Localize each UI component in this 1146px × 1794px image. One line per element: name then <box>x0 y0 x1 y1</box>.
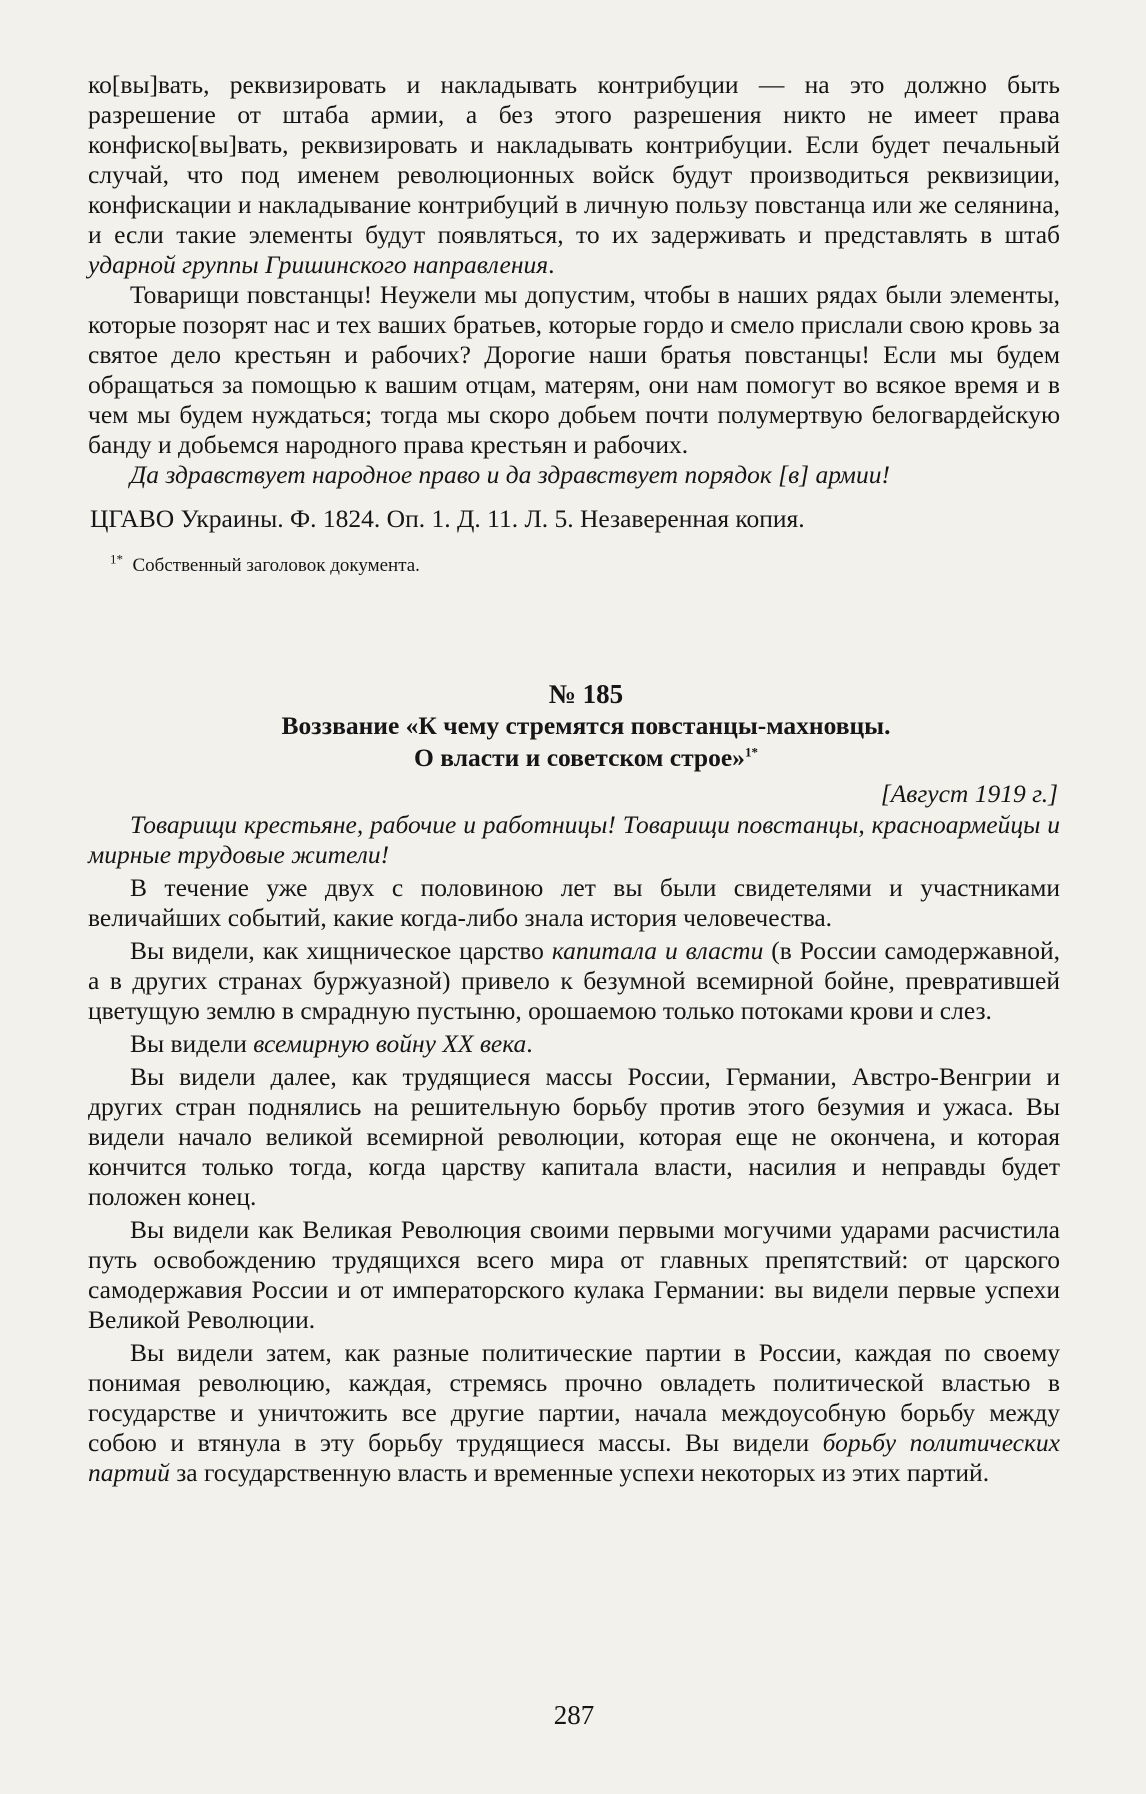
italic-text: борьбу политических партий <box>88 1428 1060 1487</box>
paragraph-slogan: Да здравствует народное право и да здравствует порядок [в] армии! <box>130 460 890 489</box>
paragraph-capital <box>88 936 1060 1026</box>
paragraph-requisition <box>88 70 1060 280</box>
page-number: 287 <box>553 1700 595 1730</box>
title-footnote-marker: 1* <box>744 744 758 760</box>
document-date: [Август 1919 г.] <box>880 779 1058 808</box>
document-title-line-1: Воззвание «К чему стремятся повстанцы-махновцы. <box>281 711 891 740</box>
paragraph-uprising: Вы видели далее, как трудящиеся массы России, Германии, Австро-Венгрии и других стран поднялись на решительную борьбу против этого безумия и ужаса. Вы видели начало великой всемирной революции, которая еще не окончена, и которая кончится только тогда, когда царству капитала власти, насилия и неправды будет положен конец. <box>88 1062 1060 1211</box>
document-title <box>88 710 1060 774</box>
paragraph-text: . <box>526 1029 533 1058</box>
document-number: № 185 <box>548 679 624 709</box>
title-text: О власти и советском строе» <box>414 743 745 772</box>
paragraph-text: (в России самодержавной, а в других странах буржуазной) привело к безумной всемирной бойне, превратившей цветущую землю в смрадную пустыню, орошаемою только потоками крови и слез. <box>88 936 1061 1025</box>
paragraph-text: Вы видели затем, как разные политические партии в России, каждая по своему понимая революцию, каждая, стремясь прочно овладеть политической властью в государстве и уничтожить все другие партии, начала междоусобную борьбу между собою и втянула в эту борьбу трудящиеся массы. Вы видели <box>88 1338 1060 1457</box>
footnote-text: Собственный заголовок документа. <box>132 555 420 576</box>
archive-source: ЦГАВО Украины. Ф. 1824. Оп. 1. Д. 11. Л. 5. Незаверенная копия. <box>90 504 805 533</box>
paragraph-text: за государственную власть и временные успехи некоторых из этих партий. <box>169 1458 990 1487</box>
paragraph-witnesses: В течение уже двух с половиною лет вы были свидетелями и участниками величайших событий, какие когда-либо знала история человечества. <box>88 873 1060 932</box>
footnote-marker: 1* <box>110 551 123 567</box>
paragraph-world-war <box>88 1029 1060 1059</box>
paragraph-great-revolution: Вы видели как Великая Революция своими первыми могучими ударами расчистила путь освобождению трудящихся всего мира от главных препятствий: от царского самодержавия России и от императорского кулака Германии: вы видели первые успехи Великой Революции. <box>88 1215 1060 1334</box>
paragraph-appeal: Товарищи повстанцы! Неужели мы допустим, чтобы в наших рядах были элементы, которые позорят нас и тех ваших братьев, которые гордо и смело прислали свою кровь за святое дело крестьян и рабочих? Дорогие наши братья повстанцы! Если мы будем обращаться за помощью к вашим отцам, матерям, они нам помогут во всякое время и в чем мы будем нуждаться; тогда мы скоро добьем почти полумертвую белогвардейскую банду и добьемся народного права крестьян и рабочих. <box>88 280 1060 459</box>
paragraph-text: . <box>548 250 555 279</box>
footnote <box>88 551 1060 578</box>
paragraph-text: ко[вы]вать, реквизировать и накладывать контрибуции — на это должно быть разрешение от штаба армии, а без этого разрешения никто не имеет права конфиско[вы]вать, реквизировать и накладывать контрибуции. Если будет печальный случай, что под именем революционных войск будут производиться реквизиции, конфискации и накладывание контрибуций в личную пользу повстанца или же селянина, и если такие элементы будут появляться, то их задерживать и представлять в штаб <box>88 70 1060 249</box>
italic-text: всемирную войну XX века <box>253 1029 527 1058</box>
paragraph-text: Вы видели, как хищническое царство <box>130 936 552 965</box>
document-page <box>88 70 1060 1760</box>
paragraph-address: Товарищи крестьяне, рабочие и работницы! Товарищи повстанцы, красноармейцы и мирные трудовые жители! <box>88 810 1060 869</box>
italic-text: капитала и власти <box>551 936 764 965</box>
document-title-line-2 <box>112 742 1060 774</box>
italic-text: ударной группы Гришинского направления <box>88 250 549 279</box>
paragraph-parties <box>88 1338 1060 1488</box>
paragraph-text: Вы видели <box>130 1029 254 1058</box>
